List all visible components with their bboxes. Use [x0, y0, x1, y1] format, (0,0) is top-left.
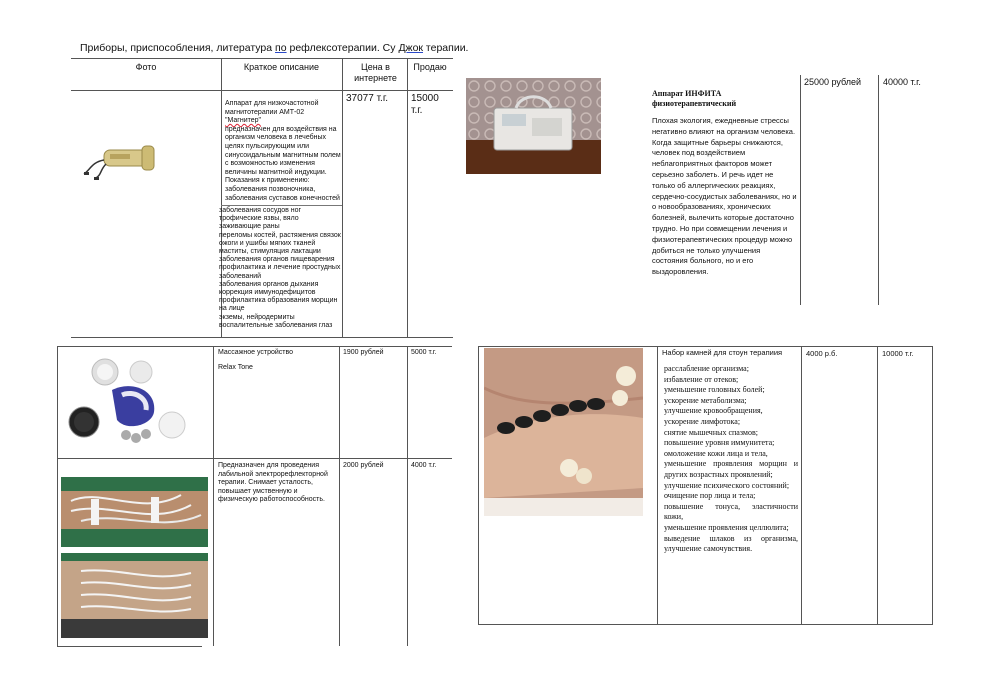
list-item: улучшение кровообращения,: [664, 406, 763, 416]
col-divider: [407, 346, 408, 646]
stones-benefits: [664, 364, 798, 555]
col-divider: [932, 346, 933, 624]
col-divider: [478, 346, 479, 624]
list-item: уменьшение головных болей;: [664, 385, 765, 395]
electro-desc: Предназначен для проведения лабильной электрорефлекторной терапии. Снимает усталость, повышает умственную и физическую работоспособность.: [218, 462, 328, 504]
col-divider: [339, 346, 340, 646]
amt-sell: 15000 т.г.: [411, 93, 439, 116]
massager-desc-line: Relax Tone: [218, 363, 253, 371]
table-top-border: [57, 346, 452, 347]
stones-price: 4000 р.б.: [806, 349, 838, 358]
list-item: ожоги и ушибы мягких тканей: [219, 239, 316, 247]
list-item: омоложение кожи лица и тела,: [664, 448, 768, 458]
column-header-price: Цена в интернете: [354, 62, 397, 83]
list-item: уменьшение проявления морщин и других возрастных проявлений;: [664, 459, 798, 479]
list-item: переломы костей, растяжения связок: [219, 231, 341, 239]
column-header-sell: Продаю: [413, 62, 447, 72]
list-item: профилактика образования морщин на лице: [219, 297, 338, 313]
electro-price: 2000 рублей: [343, 462, 384, 469]
amt-desc-line: Аппарат для низкочастотной магнитотерапии АМТ-02: [225, 100, 319, 116]
list-item: улучшение психического состояний;: [664, 480, 790, 490]
list-item: заболевания органов пищеварения: [219, 256, 335, 264]
infita-device-photo: [466, 78, 601, 174]
list-item: выведение шлаков из организма, улучшение самочувствия.: [664, 533, 798, 554]
table-bottom-border: [57, 646, 202, 647]
col-divider: [57, 346, 58, 646]
title-text-dzhok: Джок: [398, 42, 424, 54]
stones-title: [662, 348, 800, 357]
list-item: заболевания органов дыхания: [219, 280, 319, 288]
amt-desc-line: предназначен для воздействия на организм человека в лечебных целях пульсирующим или синусоидальным магнитным полем с возможностью изменения величины магнитной индукции.: [225, 125, 341, 176]
col-divider: [407, 58, 408, 337]
table-top-border: [71, 58, 453, 59]
title-text-1: Приборы, приспособления, литература: [80, 42, 276, 54]
electro-sell: 4000 т.г.: [411, 462, 437, 469]
massager-price: 1900 рублей: [343, 349, 384, 356]
table-bottom-border: [478, 624, 933, 625]
col-divider: [877, 346, 878, 624]
list-item: повышение уровня иммунитета;: [664, 438, 775, 448]
desc-box-border: [221, 205, 342, 206]
massager-desc: [218, 349, 336, 372]
electro-photo-1: [61, 477, 208, 547]
list-item: профилактика и лечение простудных заболеваний: [219, 264, 341, 280]
col-divider: [800, 75, 801, 305]
col-divider: [213, 346, 214, 646]
table-bottom-border: [71, 337, 453, 338]
row-border: [57, 458, 452, 459]
amt-price: 37077 т.г.: [346, 93, 389, 104]
list-item: коррекция иммунодефицитов: [219, 289, 316, 297]
amt-desc-line: "Магнитер": [225, 117, 262, 125]
col-divider: [801, 346, 802, 624]
amt-description: [225, 100, 343, 203]
col-divider: [657, 346, 658, 624]
list-item: расслабление организма;: [664, 364, 749, 373]
stones-sell: 10000 т.г.: [882, 349, 914, 358]
stones-title-text: Набор камней для стоун терапиия: [662, 348, 783, 357]
table-top-border: [478, 346, 933, 347]
page-title: [80, 42, 469, 54]
title-text-3: терапии.: [423, 42, 469, 54]
list-item: трофические язвы, вяло заживающие раны: [219, 215, 299, 231]
list-item: ускорение метаболизма;: [664, 395, 747, 405]
infita-body: Плохая экология, ежедневные стрессы негативно влияют на организм человека. Когда защитные барьеры снижаются, человек под воздействием неблагоприятных факторов может серьезно заболеть. И речь идет не только об аллергических реакциях, сердечно-сосудистых заболеваниях, но и о новообразованиях, хронических болезней, вылечить которые достаточно трудно. Но при совмещении лечения и физиотерапевтических процедур можно добиться не только улучшения состояния больного, но и его выздоровления.: [652, 116, 797, 277]
infita-sell: 40000 т.г.: [883, 77, 921, 87]
infita-price: 25000 рублей: [804, 77, 862, 87]
column-header-desc: Краткое описание: [243, 62, 320, 72]
massager-photo: [62, 350, 190, 452]
list-item: очищение пор лица и тела;: [664, 491, 756, 501]
massager-desc-line: Массажное устройство: [218, 349, 294, 356]
amt-indications-list: [219, 207, 341, 330]
list-item: избавление от отеков;: [664, 374, 739, 384]
list-item: ускорение лимфотока;: [664, 416, 741, 426]
infita-title: Аппарат ИНФИТА физиотерапевтический: [652, 89, 737, 108]
list-item: снятие мышечных спазмов;: [664, 427, 758, 437]
stones-photo: [484, 348, 643, 516]
list-item: повышение тонуса, эластичности кожи,: [664, 501, 798, 522]
list-item: заболевания сосудов ног: [219, 207, 302, 214]
col-divider: [878, 75, 879, 305]
amt-desc-line: Показания к применению:: [225, 177, 310, 185]
list-item: маститы, стимуляция лактации: [219, 248, 321, 256]
table-header-border: [71, 90, 453, 91]
amt-device-photo: [82, 140, 162, 182]
amt-desc-line: заболевания позвоночника, заболевания суставов конечностей: [225, 185, 340, 202]
title-text-po: по: [275, 42, 287, 54]
massager-sell: 5000 т.г.: [411, 349, 437, 356]
electro-photo-2: [61, 553, 208, 638]
list-item: воспалительные заболевания глаз: [219, 321, 333, 329]
title-text-2: рефлексотерапии. Су: [286, 42, 399, 54]
list-item: экземы, нейродермиты: [219, 313, 295, 321]
column-header-photo: Фото: [135, 62, 157, 72]
list-item: уменьшение проявления целлюлита;: [664, 522, 789, 532]
